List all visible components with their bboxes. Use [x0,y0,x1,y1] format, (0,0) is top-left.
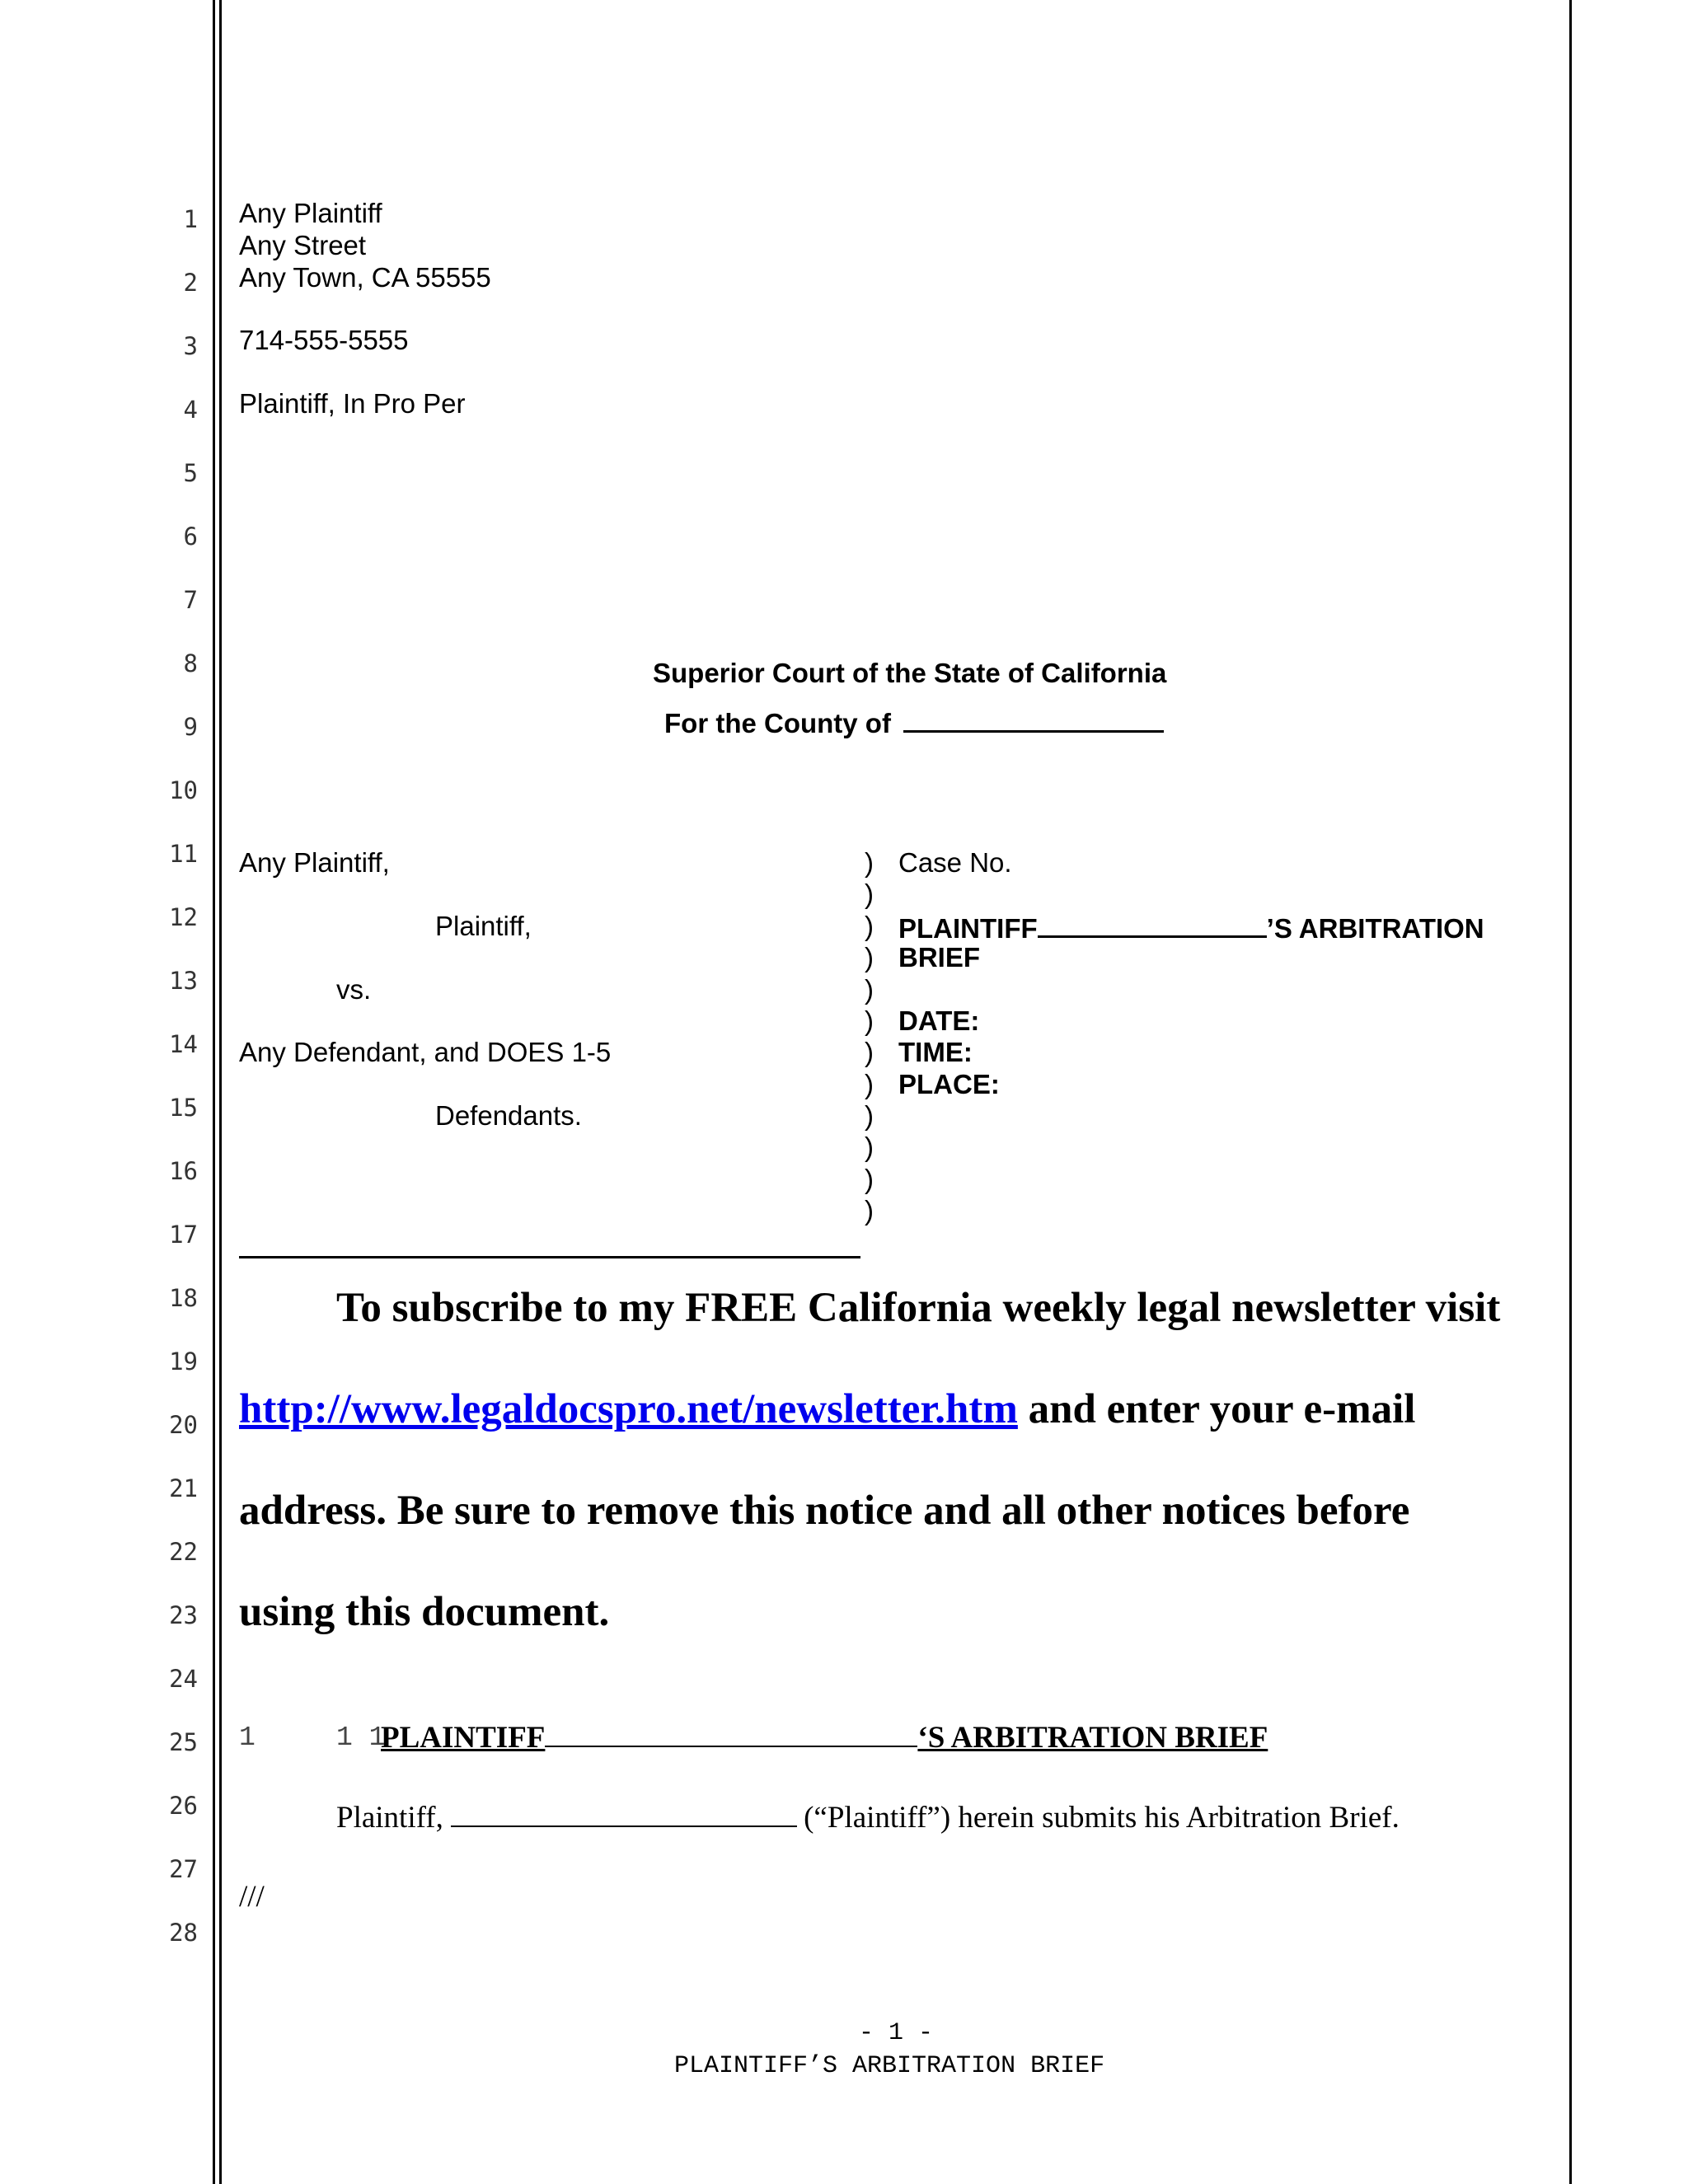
caption-paren: ) [865,1005,874,1036]
county-line [664,705,1164,739]
plaintiff-name-blank [451,1799,797,1827]
notice-line-4: using this document. [239,1589,610,1635]
line-number: 28 [169,1919,198,1947]
notice-line-1: To subscribe to my FREE California weekly legal newsletter visit [336,1285,1501,1331]
line-number: 15 [169,1094,198,1122]
line-number: 17 [169,1221,198,1249]
left-margin-rule-inner [219,0,222,2184]
hearing-time-label: TIME: [898,1037,973,1067]
intro-text: Plaintiff, [336,1801,443,1835]
caption-vs: vs. [336,974,372,1005]
caption-paren: ) [865,974,874,1005]
party-name: Any Plaintiff [239,198,382,228]
line-number: 7 [183,586,198,614]
document-title-part: PLAINTIFF [898,913,1038,944]
case-number-label: Case No. [898,847,1012,878]
right-margin-rule [1569,0,1572,2184]
heading-name-blank [545,1719,917,1747]
caption-paren: ) [865,1164,874,1194]
caption-plaintiff-role: Plaintiff, [435,911,532,941]
page-number: - 1 - [859,2019,934,2047]
line-number: 9 [183,713,198,741]
heading-title-part: PLAINTIFF [381,1721,546,1755]
line-number: 2 [183,269,198,297]
caption-plaintiff: Any Plaintiff, [239,847,390,878]
line-number: 1 [183,205,198,233]
line-number: 27 [169,1855,198,1883]
line-number: 26 [169,1792,198,1820]
caption-paren: ) [865,1195,874,1226]
notice-line-2 [239,1385,1415,1433]
line-number: 18 [169,1284,198,1312]
line-number: 19 [169,1347,198,1376]
document-title-cont: BRIEF [898,942,980,972]
line-number: 5 [183,459,198,487]
county-blank [903,705,1164,733]
caption-defendant-role: Defendants. [435,1100,582,1131]
left-margin-rule-outer [213,0,215,2184]
line-number: 3 [183,332,198,360]
heading-numbering: 1 1 [336,1722,386,1753]
caption-paren: ) [865,1069,874,1099]
heading-title-part: ‘S ARBITRATION BRIEF [917,1721,1268,1755]
line-number: 25 [169,1728,198,1756]
line-number: 20 [169,1411,198,1439]
caption-paren: ) [865,1037,874,1067]
county-label: For the County of [664,708,891,738]
line-number: 22 [169,1538,198,1566]
newsletter-link[interactable]: http://www.legaldocspro.net/newsletter.htm [239,1386,1018,1432]
court-name: Superior Court of the State of California [653,658,1167,688]
caption-paren: ) [865,879,874,909]
caption-paren: ) [865,942,874,972]
line-number: 16 [169,1157,198,1185]
notice-line-2-text: and enter your e-mail [1017,1386,1416,1432]
line-number: 10 [169,776,198,804]
caption-paren: ) [865,847,874,878]
line-number: 23 [169,1601,198,1629]
line-number: 6 [183,523,198,551]
footer-title: PLAINTIFF’S ARBITRATION BRIEF [674,2052,1105,2080]
line-number: 11 [169,840,198,868]
party-city: Any Town, CA 55555 [239,262,491,293]
line-number: 21 [169,1474,198,1502]
party-street: Any Street [239,230,367,260]
heading-numbering: 1 [239,1722,256,1753]
line-number: 14 [169,1030,198,1058]
intro-paragraph [336,1799,1400,1835]
party-phone: 714-555-5555 [239,325,409,355]
caption-paren: ) [865,1132,874,1162]
line-number: 12 [169,903,198,931]
document-title [898,911,1484,944]
party-role: Plaintiff, In Pro Per [239,388,466,419]
caption-paren: ) [865,911,874,941]
hearing-date-label: DATE: [898,1005,980,1036]
line-number: 4 [183,396,198,424]
caption-paren: ) [865,1100,874,1131]
intro-text: (“Plaintiff”) herein submits his Arbitration Brief. [804,1801,1400,1835]
line-number: 8 [183,649,198,677]
continuation-slashes: /// [239,1880,265,1914]
caption-underline [239,1256,860,1258]
caption-defendant: Any Defendant, and DOES 1-5 [239,1037,612,1067]
notice-line-3: address. Be sure to remove this notice and all other notices before [239,1488,1410,1534]
hearing-place-label: PLACE: [898,1069,1000,1099]
line-number: 24 [169,1665,198,1693]
line-number: 13 [169,967,198,995]
document-title-part: ’S ARBITRATION [1266,913,1484,944]
heading-title [381,1719,1268,1755]
plaintiff-name-blank [1038,911,1267,938]
